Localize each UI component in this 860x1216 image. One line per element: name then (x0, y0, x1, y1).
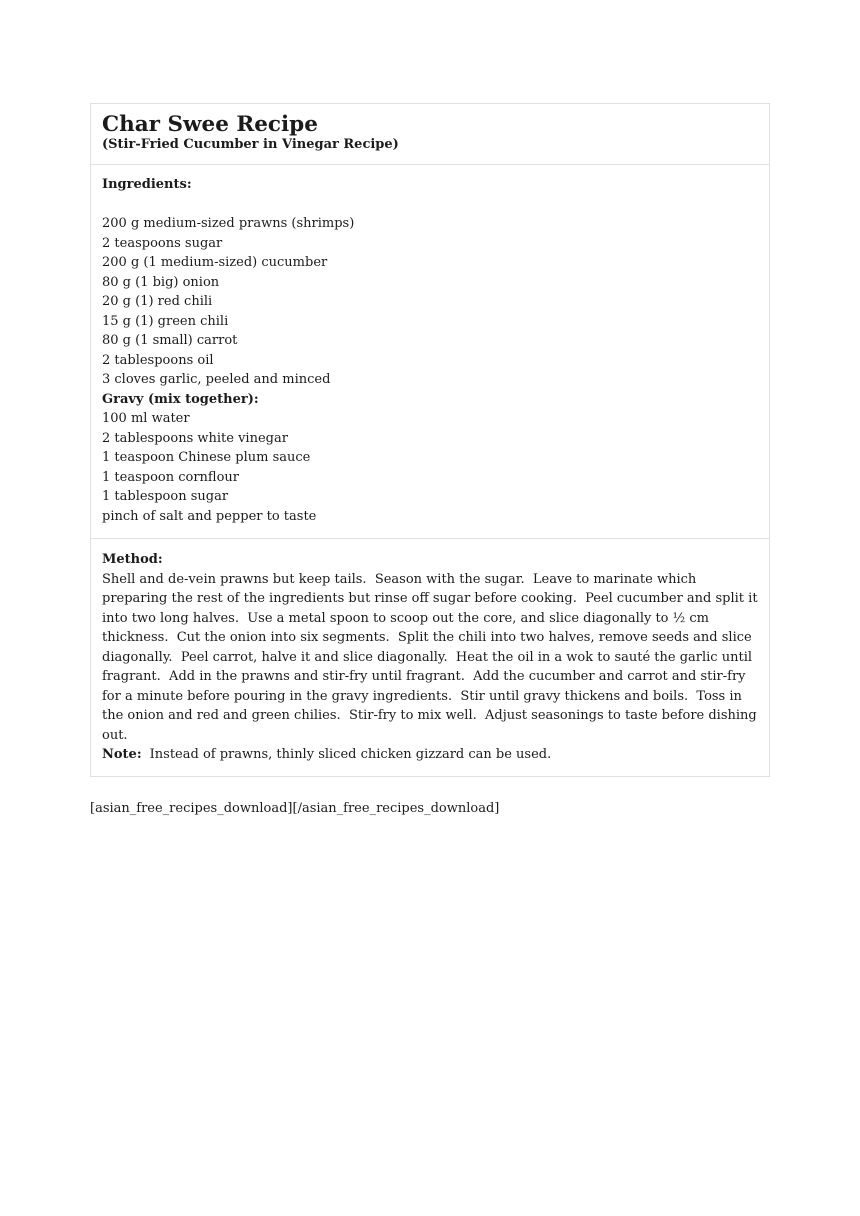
ingredient-line: 2 teaspoons sugar (102, 235, 223, 251)
spacer (102, 195, 758, 215)
gravy-ingredient-line: 2 tablespoons white vinegar (102, 430, 288, 446)
ingredient-line: 80 g (1 small) carrot (102, 333, 238, 348)
ingredient-line: 15 g (1) green chili (102, 313, 229, 329)
gravy-ingredient-line: 1 tablespoon sugar (102, 489, 229, 504)
ingredient-line: 20 g (1) red chili (102, 294, 213, 309)
recipe-title-section (91, 104, 769, 164)
method-section (91, 538, 769, 776)
recipe-title: Char Swee Recipe (102, 112, 318, 137)
shortcode-text: [asian_free_recipes_download][/asian_free_recipes_download] (90, 800, 500, 816)
gravy-ingredients-list (102, 409, 758, 526)
note-text: Instead of prawns, thinly sliced chicken gizzard can be used. (149, 747, 552, 762)
method-text: Shell and de-vein prawns but keep tails. Season with the sugar. Leave to marinate which preparing the rest of the ingredients but rinse off sugar before cooking. Peel cucumber and split it into two long halves. Use a metal spoon to scoop out the core, and slice diagonally to ½ cm thickness. Cut the onion into six segments. Split the chili into two halves, remove seeds and slice diagonally. Peel carrot, halve it and slice diagonally. Heat the oil in a wok to sauté the garlic until fragrant. Add in the prawns and stir-fry until fragrant. Add the cucumber and carrot and stir-fry for a minute before pouring in the gravy ingredients. Stir until gravy thickens and boils. Toss in the onion and red and green chilies. Stir-fry to mix well. Adjust seasonings to taste before dishing out. (102, 571, 762, 743)
note-label: Note: (102, 747, 142, 762)
recipe-card (90, 103, 770, 777)
ingredient-line: 80 g (1 big) onion (102, 274, 220, 290)
ingredients-section (91, 164, 769, 538)
gravy-ingredient-line: 100 ml water (102, 411, 190, 426)
gravy-ingredient-line: pinch of salt and pepper to taste (102, 508, 317, 524)
ingredients-list (102, 214, 758, 390)
recipe-subtitle: (Stir-Fried Cucumber in Vinegar Recipe) (102, 137, 399, 152)
gravy-ingredient-line: 1 teaspoon cornflour (102, 469, 240, 485)
gravy-heading: Gravy (mix together): (102, 391, 259, 407)
method-heading: Method: (102, 552, 163, 567)
ingredients-heading: Ingredients: (102, 177, 192, 192)
ingredient-line: 200 g medium-sized prawns (shrimps) (102, 216, 355, 231)
ingredient-line: 2 tablespoons oil (102, 352, 214, 368)
note-line (102, 745, 758, 765)
gravy-ingredient-line: 1 teaspoon Chinese plum sauce (102, 450, 311, 465)
ingredient-line: 3 cloves garlic, peeled and minced (102, 372, 331, 387)
ingredient-line: 200 g (1 medium-sized) cucumber (102, 255, 328, 270)
